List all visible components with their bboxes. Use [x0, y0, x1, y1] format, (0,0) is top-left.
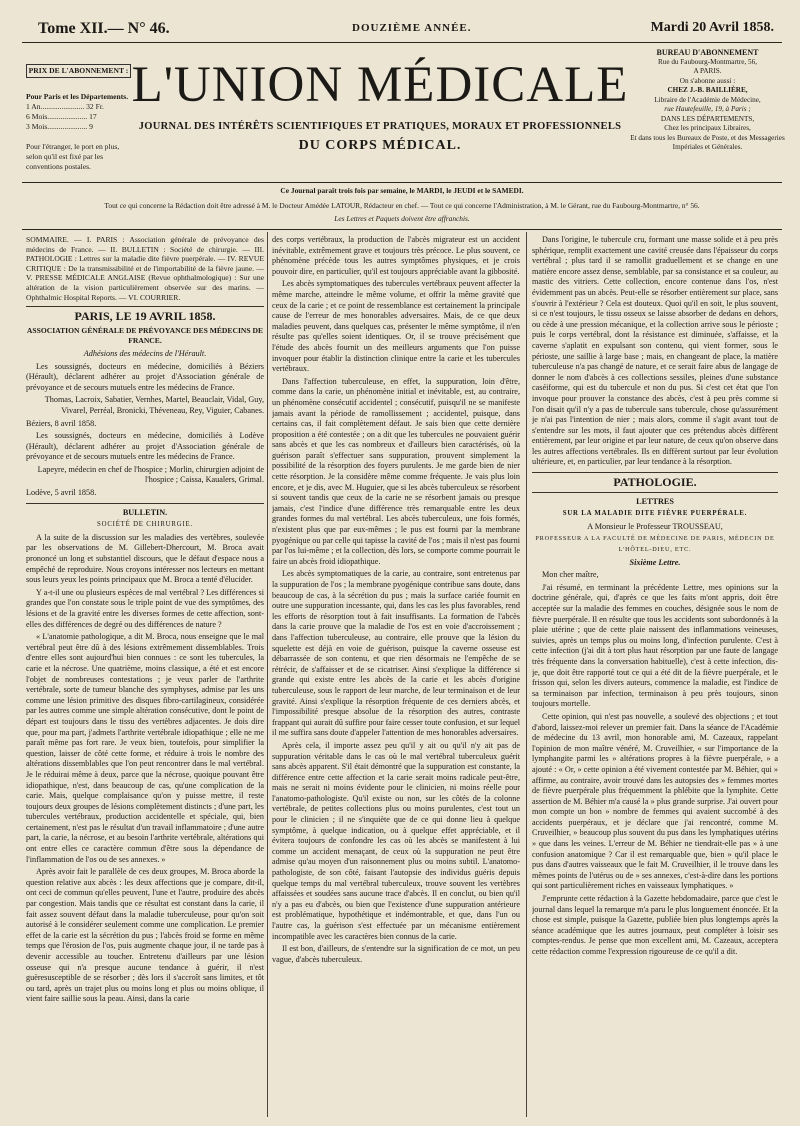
paragraph: Cette opinion, qui n'est pas nouvelle, a soulevé des objections ; et tout d'abord, laissez-moi relever un premier fait. Dans la séance de l'Académie de médecine du 13 avril, mon honorable ami, M. Cazeaux, rappelant l'opinion de mon maître vénéré, M. Cruveilhier, « sur l'importance de la lymphangite parmi les » altérations propres à la fièvre puerpérale, » a ajouté : « Or, » cette opinion a été vivement contestée par M. Béhier, qui » affirme, au contraire, avoir trouvé dans les autopsies des » femmes mortes de fièvre puerpérale plus fréquemment la phlébite que la lymphite. Cette assertion de M. Béhier m'a causé la » plus grande surprise. J'ai ouvert pour mon compte un bon » nombre de femmes qui avaient succombé à des accidents puerpéraux, et je déclare que j'ai rencontré, comme M. Cruveilhier, » beaucoup plus souvent du pus dans les lymphatiques utérins » que dans les veines. L'erreur de M. Béhier ne tiendrait-elle pas » à une confusion anatomique ? Car il est remarquable que, bien » qu'il place le pus dans d'autres vaisseaux que le fait M. Cruveilhier, il le trouve dans les mêmes points de l'utérus ou de » ses annexes, c'est-à-dire dans les portions qui sont particulièrement riches en vaisseaux lymphatiques. » — [532, 711, 778, 891]
notice-line2: Tout ce qui concerne la Rédaction doit être adressé à M. le Docteur Amédée LATOUR, Rédacteur en chef. — Tout ce qui concerne l'Administration, à M. le Gérant, rue du Faubourg-Montmartre, n° 56. — [104, 201, 700, 210]
paris-heading: PARIS, LE 19 AVRIL 1858. — [74, 309, 216, 324]
prix-line1: Pour Paris et les Départements. — [26, 92, 129, 101]
volume-number: Tome XII.— N° 46. — [38, 20, 170, 37]
paragraph: Il est bon, d'ailleurs, de s'entendre sur la signification de ce mot, un peu vague, d'abcès tuberculeux. — [272, 944, 520, 964]
paragraph: Y a-t-il une ou plusieurs espèces de mal vertébral ? Les différences si grandes que l'on constate sous le triple point de vue des symptômes, des lésions et de la gravité entre les diverses formes de cette affection, sont-elles des différences de degré ou des différences de nature ? — [26, 587, 264, 629]
paragraph: Les soussignés, docteurs en médecine, domiciliés à Béziers (Hérault), déclarent adhérer au projet d'Association générale de prévoyance et de secours mutuels entre les médecins de France. — [26, 361, 264, 392]
paragraph: Dans l'origine, le tubercule cru, formant une masse solide et à peu près sphérique, remplit exactement une cavité creusée dans l'épaisseur du corps vertébral ; plus tard il se ramollit graduellement et se change en une matière encore assez dense, semblable, par sa consistance et sa couleur, au mastic des vitriers. Cette collection, encore contenue dans l'os, n'est évidemment pas un abcès. Peut-elle se résorber entièrement sur place, sans s'ouvrir à l'extérieur ? Cela est douteux. Quoi qu'il en soit, le plus souvent, si ce n'est toujours, le tissu osseux se laisse absorber de dedans en dehors, ou cède à une pression mécanique, et la collection arrive sous le périoste ; puis le corps vertébral, dont la résistance est diminuée, s'affaisse, et la caverne s'aplatit en expulsant son contenu, qui vient former, sous le périoste, une saillie à large base ; mais, en changeant de place, la matière tuberculeuse n'a pas changé de nature, et ce serait faire abus de langage de donner le nom d'abcès à ces collections sessiles, pleines d'une substance caséiforme, qui est du tubercule et non du pus. Si c'est cet état que l'on invoque pour prouver la constance des abcès, c'est à peu près comme si l'on disait qu'il n'y a pas de tubercule sans tubercule, chose qu'assurément je n'ai pas l'intention de nier ; mais alors, comme il s'agit avant tout de s'entendre sur les mots, il faut ajouter que ces prétendus abcès diffèrent entièrement, par leur origine et par leur nature, de ceux qu'on observe dans les autres affections vertébrales. Ils en diffèrent surtout par leur évolution ultérieure, et, en particulier, par leur tendance à la résorption. — [532, 235, 778, 467]
separator — [532, 472, 778, 473]
paragraph: Les soussignés, docteurs en médecine, domiciliés à Lodève (Hérault), déclarent adhérer au projet d'Association générale de prévoyance et de secours mutuels entre les médecins de France. — [26, 431, 264, 462]
bureau-lib1: Libraire de l'Académie de Médecine, — [654, 95, 761, 104]
paragraph: « L'anatomie pathologique, a dit M. Broca, nous enseigne que le mal vertébral peut être dû à des lésions extrêmement dissemblables. Trois d'entre elles sont aujourd'hui bien connues : ce sont les tubercules, la carie et la nécrose. Une quatrième, moins classique, a été et est encore l'objet de nombreuses contestations ; je veux parler de l'arthrite vertébrale, sorte de tumeur blanche des symphyses, admise par les uns comme une lésion primitive des disques fibro-cartilagineux, considérée par les autres comme une simple altération consécutive, dont le point de départ est toujours dans le tissu des vertèbres adjacentes. Je dois dire que, pour ma part, j'admets l'arthrite vertébrale idiopathique ; elle ne me paraît même pas fort rare. Je veux bien, toutefois, pour simplifier la question, laisser de côté cette forme, et réduire à trois le nombre des altérations dissemblables que l'on peut rencontrer dans le mal vertébral. Je le réduirai même à deux, parce que la nécrose, quoique pouvant être idiopathique, n'est, dans beaucoup de cas, qu'une complication de la carie. Mais, quelque complaisance qu'on y puisse mettre, il reste toujours deux groupes de lésions complètement distincts ; d'une part, les tubercules vertébraux, production accidentelle et spéciale, qui, bien certainement, n'est pas le résultat d'un travail inflammatoire ; d'une autre part, la carie, la nécrose, et au besoin l'arthrite vertébrale, altérations qui ont entre elles ce caractère commun d'être sous la dépendance de l'inflammation de l'os ou de ses annexes. » — [26, 632, 264, 864]
bureau-also: On s'abonne aussi : — [679, 76, 736, 85]
bureau-addr: Rue du Faubourg-Montmartre, 56, — [657, 57, 758, 66]
bulletin-heading: BULLETIN. — [122, 507, 168, 517]
top-bar — [22, 18, 782, 40]
prix-row1: 1 An....................... 32 Fr. — [26, 102, 104, 111]
paragraph: Après avoir fait le parallèle de ces deux groupes, M. Broca aborde la question relative aux abcès : les deux affections que je compare, dit-il, ont ceci de commun qu'elles peuvent, l'une et l'autre, produire des abcès par congestion. Mais tandis que ce résultat est constant dans la carie, il fait assez souvent défaut dans la maladie tuberculeuse, pour qu'on soit autorisé à le considérer seulement comme une complication. Le premier effet de la carie est la sécrétion du pus ; l'abcès froid se forme en même temps que l'érosion de l'os, puis augmente chaque jour, il ne tarde pas à devenir accessible au toucher. Entretenu d'ailleurs par une lésion osseuse qui n'a presque aucune tendance à guérir, il n'est guèresusceptible de se résorber ; dès lors il s'accroît sans limites, et tôt ou tard, après un trajet plus ou moins long et plus ou moins oblique, il vient faire saillie sous la peau. Ainsi, dans la carie — [26, 867, 264, 1004]
column-divider-1 — [267, 232, 268, 1117]
assoc-heading: ASSOCIATION GÉNÉRALE DE PRÉVOYANCE DES MÉDECINS DE FRANCE. — [26, 325, 264, 346]
paragraph: Dans l'affection tuberculeuse, en effet, la suppuration, loin d'être, comme dans la carie, un phénomène initial et inévitable, est, au contraire, un phénomène consécutif accidentel ; consécutif, puisqu'il ne se manifeste jamais avant la période de ramollissement ; accidentel, puisque, dans certains cas, il fait complètement défaut. Je sais bien que cette dernière proposition a été contestée ; on a dit que les tubercules ne pouvaient guérir sans abcès et que les cas nombreux et d'ailleurs bien caractérisés, où la guérison paraît s'effectuer sans suppuration, prouvent simplement la possibilité de la résorption des foyers purulents. Je me garde bien de nier cette résorption. Je la considère même comme fréquente. Je vais plus loin encore, et je dis, avec M. Huguier, que si les abcès tuberculeux se résorbent si souvent tandis que ceux de la carie ne se résorbent jamais ou presque jamais, c'est l'indice d'une différence très remarquable entre les deux grandes formes du mal vertébral. Les abcès tuberculeux, une fois formés, n'existent plus que par eux-mêmes ; le pus est fourni par la membrane pyogénique ou par celle qui tapisse la cavité de l'os ; mais il n'est pas fourni par l'os lui-même ; et la collection, dès lors, se comporte comme pourrait le faire un abcès froid idiopathique. — [272, 376, 520, 566]
paragraph: J'emprunte cette rédaction à la Gazette hebdomadaire, parce que c'est le journal dans lequel la remarque m'a paru le plus longuement énoncée. Et la chose est simple, puisque la Gazette, publiée bien plus longtemps après la séance académique que les autres journaux, peut compléter à loisir ses comptes-rendus. Je pense que mon excellent ami, M. Cazeaux, acceptera cette rédaction comme l'expression rigoureuse de ce qu'il a dit. — [532, 894, 778, 956]
separator — [26, 306, 264, 307]
masthead-title: L'UNION MÉDICALE — [131, 57, 629, 113]
paragraph: Les abcès symptomatiques de la carie, au contraire, sont entretenus par la suppuration de l'os ; la membrane pyogénique contribue sans doute, dans beaucoup de cas, à la sécrétion du pus ; mais la surface cariée fournit en outre une suppuration incessante, qui, dans les cas les plus favorables, rend les efforts de résorption tout à fait insuffisants. La formation de l'abcès dans la carie prouve que la maladie de l'os est en voie d'accroissement ; dans l'affection tuberculeuse, au contraire, elle prouve que la lésion du squelette est déjà en voie de guérison, puisque la caverne osseuse est débarrassée de son contenu, et que rien désormais ne l'empêche de se rétrécir, de s'affaisser et de se cicatriser. Ainsi s'explique la différence si grande qui existe entre les abcès de la carie et les abcès d'origine tuberculeuse, sous le rapport de leur marche, de leur terminaison et de leur gravité. Ainsi s'explique la résorption fréquente de ces derniers abcès, et l'impossibilité presque absolue de la résorption des autres, contraste frappant qui aurait dû suffire pour faire cesser toute confusion, et sur lequel il me suffira sans doute d'appeler l'attention de mes honorables adversaires. — [272, 569, 520, 738]
paragraph: Les abcès symptomatiques des tubercules vertébraux peuvent affecter la même marche, atteindre le même volume, et offrir la même gravité que ceux de la carie ; et ce point de ressemblance est certainement la principale cause de l'erreur de mes honorables adversaires. Mais, de ce que deux maladies peuvent, dans quelques cas, présenter le même symptôme, il n'en résulte pas qu'elles soient identiques. Or, il se trouve précisément que l'étude des abcès fournit un des meilleurs arguments que l'on puisse invoquer pour établir la distinction clinique entre la carie et les tubercules vertébraux. — [272, 279, 520, 374]
prix-row2: 6 Mois..................... 17 — [26, 112, 97, 121]
lettres-heading: LETTRES — [636, 496, 674, 506]
bureau-chez: CHEZ J.-B. BAILLIÈRE, — [667, 86, 748, 94]
column-2 — [272, 235, 520, 1115]
paragraph: des corps vertébraux, la production de l'abcès migrateur est un accident inévitable, extrêmement grave et toujours très précoce. Le plus souvent, ce phénomène précède tous les autres symptômes physiques, et je crois pouvoir dire, en particulier, qu'il est toujours appréciable avant la gibbosité. — [272, 235, 520, 276]
subscription-prices — [26, 64, 131, 172]
notice-line3: Les Lettres et Paquets doivent être affranchis. — [334, 214, 470, 223]
signatures: Thomas, Lacroix, Sabatier, Vernhes, Martel, Beauclair, Vidal, Guy, Vivarel, Perréal, Bronicki, Théveneau, Rey, Viguier, Cabanes. — [44, 395, 264, 415]
dateline: Béziers, 8 avril 1858. — [26, 418, 97, 428]
prix-row3: 3 Mois..................... 9 — [26, 122, 93, 131]
masthead-tagline2: DU CORPS MÉDICAL. — [298, 138, 462, 153]
masthead-tagline: JOURNAL DES INTÉRÊTS SCIENTIFIQUES ET PRATIQUES, MORAUX ET PROFESSIONNELS — [138, 121, 622, 132]
addressee: A Monsieur le Professeur TROUSSEAU, — [587, 521, 723, 531]
addressee-title: PROFESSEUR A LA FACULTÉ DE MÉDECINE DE PARIS, MÉDECIN DE L'HÔTEL-DIEU, ETC. — [535, 535, 775, 554]
paragraph: A la suite de la discussion sur les maladies des vertèbres, soulevée par les observations de M. Gillebert-Dhercourt, M. Broca avait prononcé un long et substantiel discours, que le défaut d'espace nous a empêché de reproduire. Nous croyons intéresser nos lecteurs en mettant sous leurs yeux les points principaux que M. Broca a tenté d'élucider. — [26, 532, 264, 585]
notice-rule-top — [22, 182, 782, 183]
column-3 — [532, 235, 778, 1115]
paragraph: J'ai résumé, en terminant la précédente Lettre, mes opinions sur la doctrine générale, qui, d'après ce que les faits m'ont appris, doit être acceptée sur la maladie des femmes en couches, désignée sous le nom de fièvre puerpérale. Il en résulte que tous les accidents sont subordonnés à la plaie utérine ; que de cette plaie naissent des inflammations veineuses, suivies, après un temps plus ou moins long, d'infection purulente. C'est à cette infection (j'ai dit à tort plus haut résorption par une faute de langage très fréquente dans la conversation habituelle), c'est à cette infection, dis-je, que doit être rapporté tout ce qui a été dit de la fièvre puerpérale, et le frisson qui, selon les divers auteurs, commence la maladie, est l'indice de sa terminaison par infection, terminaison à peu près toujours, sinon toujours mortelle. — [532, 582, 778, 709]
bureau-city: A PARIS. — [693, 67, 722, 75]
separator — [532, 492, 778, 493]
sur-heading: SUR LA MALADIE DITE FIÈVRE PUERPÉRALE. — [562, 510, 748, 518]
bureau-lib2: rue Hautefeuille, 19, à Paris ; — [664, 105, 751, 113]
separator — [26, 503, 264, 504]
signatures: Lapeyre, médecin en chef de l'hospice ; Morlin, chirurgien adjoint de l'hospice ; Caissa, Kaualers, Grimal. — [37, 464, 264, 485]
year-label: DOUZIÈME ANNÉE. — [352, 22, 472, 34]
bureau-dept2: Chez les principaux Libraires, — [664, 124, 751, 132]
salutation: Mon cher maître, — [542, 570, 599, 580]
pathologie-heading: PATHOLOGIE. — [613, 475, 697, 490]
dateline: Lodève, 5 avril 1858. — [26, 488, 97, 498]
bureau-poste: Et dans tous les Bureaux de Poste, et des Messageries Impériales et Générales. — [630, 133, 785, 151]
sommaire: SOMMAIRE. — I. PARIS : Association générale de prévoyance des médecins de France. — II. BULLETIN : Société de chirurgie. — III. PATHOLOGIE : Lettres sur la maladie dite fièvre puerpérale. — IV. REVUE CRITIQUE : De la transmissibilité et de l'importabilité de la fièvre jaune. — V. PRESSE MÉDICALE ANGLAISE (Revue ophthalmologique) : Sur une altération de la vision particulièrement observée sur des marins. — Ophthalmic Hospital Reports. — VI. COURRIER. — [26, 235, 264, 302]
prix-heading: PRIX DE L'ABONNEMENT : — [26, 64, 131, 78]
bureau-dept: DANS LES DÉPARTEMENTS, — [660, 114, 755, 123]
top-rule — [22, 42, 782, 43]
societe-heading: SOCIÉTÉ DE CHIRURGIE. — [97, 521, 193, 529]
sixieme-heading: Sixième Lettre. — [629, 557, 681, 567]
notice-rule-bottom — [22, 229, 782, 230]
column-1 — [26, 235, 264, 1115]
bureau-heading: BUREAU D'ABONNEMENT — [656, 48, 759, 57]
subscription-office — [630, 48, 785, 153]
paragraph: Après cela, il importe assez peu qu'il y ait ou qu'il n'y ait pas de suppuration véritable dans le cas où le mal vertébral tuberculeux guérit sans abcès apparent. S'il était démontré que la suppuration est constante, la différence entre cette affection et la carie serait moins radicale peut-être, mais ne serait ni moins évidente pour le clinicien, ni moins réelle pour l'anatomo-pathologiste. Qu'il existe ou non, sur les côtés de la colonne vertébrale, de petites collections plus ou moins purulentes, c'est tout un pour le clinicien ; il ne s'inquiète que de ce qui donne lieu à quelque symptôme, à quelque indication, ou à quelque effet appréciable, et il évitera toujours de confondre les cas où les abcès se manifestent à lui comme un accident menaçant, de ceux où la suppuration ne peut être admise qu'au moyen d'un raisonnement plus ou moins subtil. L'anatomo-pathologiste, de son côté, faisant l'autopsie des individus guéris depuis quelque temps du mal vertébral tuberculeux, trouve souvent les vertèbres affaissées et soudées sans aucune trace d'abcès. Il en conclut, ou bien qu'il n'y a pas eu d'abcès, ou bien que l'existence d'une suppuration antérieure est problématique, hypothétique et indémontrable, et que, dans l'un ou l'autre cas, la guérison s'est effectuée par un mécanisme entièrement incompatible avec les caractères bien connus de la carie. — [272, 740, 520, 941]
masthead — [130, 55, 630, 154]
issue-date: Mardi 20 Avril 1858. — [650, 20, 774, 35]
column-divider-2 — [526, 232, 527, 1117]
prix-foreign: Pour l'étranger, le port en plus, selon qu'il est fixé par les conventions postales. — [26, 142, 120, 171]
notice-line1: Ce Journal paraît trois fois par semaine, le MARDI, le JEUDI et le SAMEDI. — [280, 186, 524, 195]
adhesions-heading: Adhésions des médecins de l'Hérault. — [83, 348, 207, 358]
